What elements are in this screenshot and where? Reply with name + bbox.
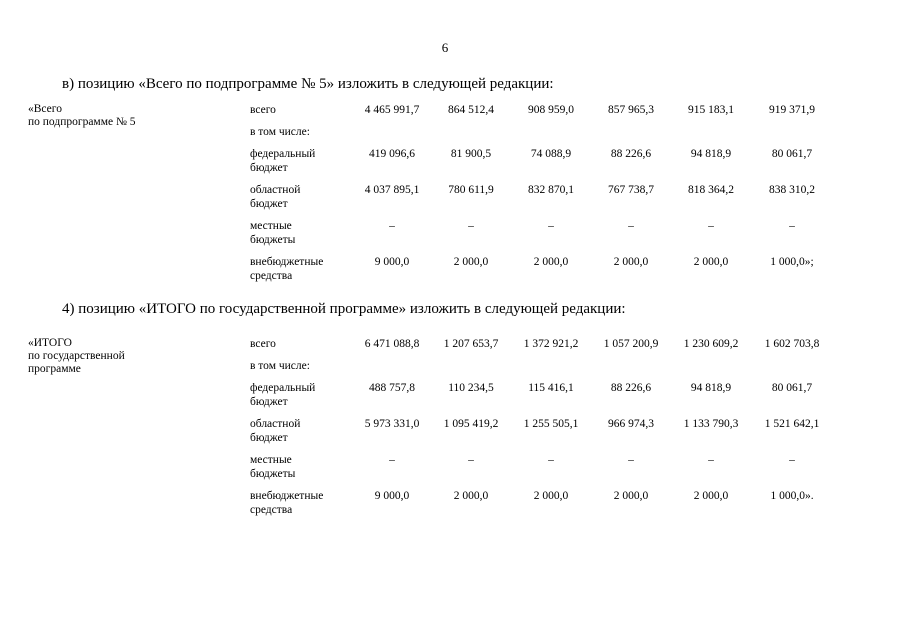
table-row-regional — [0, 417, 905, 447]
value-cell: 767 738,7 — [608, 184, 654, 196]
section-v-heading: в) позицию «Всего по подпрограмме № 5» изложить в следующей редакции: — [62, 76, 554, 92]
table-row-extrabudgetary — [0, 255, 905, 285]
value-cell: 908 959,0 — [528, 104, 574, 116]
row-title-line: «ИТОГО — [28, 337, 72, 349]
value-cell: – — [548, 454, 554, 466]
table-row-extrabudgetary — [0, 489, 905, 519]
value-cell: 857 965,3 — [608, 104, 654, 116]
row-label-line: средства — [250, 504, 293, 516]
row-label-line: бюджеты — [250, 234, 296, 246]
value-cell: – — [789, 220, 795, 232]
row-label — [250, 255, 350, 283]
value-cell: 80 061,7 — [771, 148, 813, 160]
row-label-line: федеральный — [250, 148, 316, 160]
value-cell: 832 870,1 — [528, 184, 574, 196]
value-cell: 9 000,0 — [374, 490, 410, 502]
row-label — [250, 489, 350, 517]
value-cell: 864 512,4 — [448, 104, 494, 116]
value-cell: 966 974,3 — [608, 418, 654, 430]
value-cell: 115 416,1 — [528, 382, 574, 394]
page-number: 6 — [441, 40, 449, 55]
row-label — [250, 125, 350, 139]
value-cell: 4 037 895,1 — [364, 184, 420, 196]
value-cell: – — [548, 220, 554, 232]
value-cell: 818 364,2 — [688, 184, 734, 196]
value-cell: 419 096,6 — [369, 148, 415, 160]
value-cell: 838 310,2 — [769, 184, 815, 196]
row-label-line: федеральный — [250, 382, 316, 394]
row-label — [250, 147, 350, 175]
row-label-line: в том числе: — [250, 126, 310, 138]
value-cell: 1 095 419,2 — [443, 418, 499, 430]
row-label — [250, 417, 350, 445]
row-label-line: бюджеты — [250, 468, 296, 480]
value-cell: – — [628, 454, 634, 466]
value-cell: 94 818,9 — [690, 382, 732, 394]
row-label-line: местные — [250, 454, 292, 466]
value-cell: 1 000,0». — [770, 490, 814, 502]
row-label-line: областной — [250, 418, 301, 430]
section-4-heading: 4) позицию «ИТОГО по государственной программе» изложить в следующей редакции: — [62, 301, 626, 317]
table-row-local — [0, 453, 905, 483]
row-label-line: внебюджетные — [250, 490, 324, 502]
value-cell: 5 973 331,0 — [364, 418, 420, 430]
value-cell: 2 000,0 — [693, 490, 729, 502]
row-title-line: по подпрограмме № 5 — [28, 116, 136, 128]
row-label-line: внебюджетные — [250, 256, 324, 268]
value-cell: 1 230 609,2 — [683, 338, 739, 350]
row-label-line: всего — [250, 104, 276, 116]
row-label-line: бюджет — [250, 396, 288, 408]
value-cell: 88 226,6 — [610, 382, 652, 394]
value-cell: 2 000,0 — [613, 256, 649, 268]
row-label — [250, 183, 350, 211]
row-label — [250, 219, 350, 247]
value-cell: 2 000,0 — [453, 490, 489, 502]
value-cell: – — [389, 454, 395, 466]
value-cell: – — [789, 454, 795, 466]
value-cell: 1 602 703,8 — [764, 338, 820, 350]
row-label — [250, 381, 350, 409]
row-title-line: по государственной — [28, 350, 125, 362]
row-label — [250, 103, 350, 117]
row-label — [250, 359, 350, 373]
value-cell: – — [468, 454, 474, 466]
value-cell: 81 900,5 — [450, 148, 492, 160]
value-cell: 2 000,0 — [693, 256, 729, 268]
row-label-line: областной — [250, 184, 301, 196]
value-cell: 80 061,7 — [771, 382, 813, 394]
row-label-line: всего — [250, 338, 276, 350]
value-cell: 74 088,9 — [530, 148, 572, 160]
table-row-federal — [0, 381, 905, 411]
row-title-line: «Всего — [28, 103, 62, 115]
value-cell: 110 234,5 — [448, 382, 494, 394]
table-row-regional — [0, 183, 905, 213]
value-cell: 1 521 642,1 — [764, 418, 820, 430]
row-label-line: в том числе: — [250, 360, 310, 372]
value-cell: – — [708, 454, 714, 466]
row-label-line: средства — [250, 270, 293, 282]
value-cell: – — [389, 220, 395, 232]
value-cell: 1 057 200,9 — [603, 338, 659, 350]
value-cell: 4 465 991,7 — [364, 104, 420, 116]
value-cell: 2 000,0 — [533, 256, 569, 268]
value-cell: 9 000,0 — [374, 256, 410, 268]
row-label-line: местные — [250, 220, 292, 232]
table-row-local — [0, 219, 905, 249]
value-cell: – — [628, 220, 634, 232]
row-label-line: бюджет — [250, 162, 288, 174]
value-cell: – — [468, 220, 474, 232]
row-label — [250, 453, 350, 481]
value-cell: 488 757,8 — [369, 382, 415, 394]
value-cell: 1 255 505,1 — [523, 418, 579, 430]
row-label-line: бюджет — [250, 432, 288, 444]
row-label — [250, 337, 350, 351]
value-cell: 915 183,1 — [688, 104, 734, 116]
value-cell: 6 471 088,8 — [364, 338, 420, 350]
row-title-line: программе — [28, 363, 81, 375]
row-label-line: бюджет — [250, 198, 288, 210]
value-cell: 2 000,0 — [533, 490, 569, 502]
value-cell: 1 133 790,3 — [683, 418, 739, 430]
value-cell: 1 372 921,2 — [523, 338, 579, 350]
table-row-federal — [0, 147, 905, 177]
value-cell: 780 611,9 — [448, 184, 494, 196]
value-cell: 1 207 653,7 — [443, 338, 499, 350]
value-cell: – — [708, 220, 714, 232]
value-cell: 919 371,9 — [769, 104, 815, 116]
value-cell: 2 000,0 — [613, 490, 649, 502]
value-cell: 94 818,9 — [690, 148, 732, 160]
value-cell: 2 000,0 — [453, 256, 489, 268]
value-cell: 88 226,6 — [610, 148, 652, 160]
value-cell: 1 000,0»; — [770, 256, 814, 268]
